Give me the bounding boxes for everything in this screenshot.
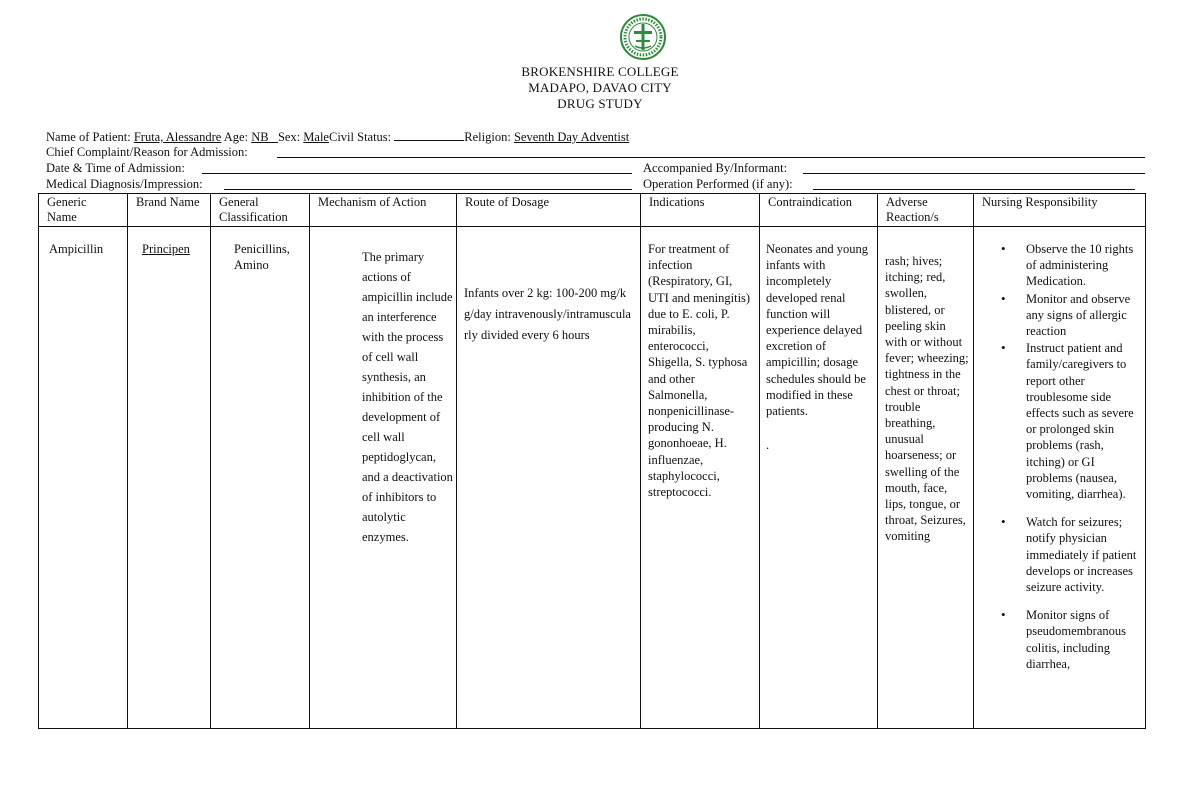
religion-label: Religion: [464, 130, 511, 144]
patient-religion[interactable]: Seventh Day Adventist [513, 130, 630, 144]
bullet-icon: • [1001, 290, 1006, 306]
route-text: Infants over 2 kg: 100-200 mg/kg/day intravenously/intramuscularly divided every 6 hours [464, 286, 631, 342]
patient-info-line [46, 129, 629, 145]
name-label: Name of Patient: [46, 130, 131, 144]
contraindication-text: Neonates and young infants with incompletely developed renal function will experience delayed excretion of ampicillin; dosage schedules should be modified in these patients. [766, 242, 869, 419]
table-header-row [39, 194, 1146, 227]
operation-label: Operation Performed (if any): [643, 177, 793, 191]
contraindication-dot: . [766, 438, 770, 453]
admission-date-label: Date & Time of Admission: [46, 161, 185, 175]
adverse-cell: rash; hives; itching; red, swollen, blistered, or peeling skin with or without fever; wheezing; tightness in the chest or throat; trouble breathing, unusual hoarseness; or swelling of the mouth, face, lips, tongue, or throat, Seizures, vomiting [878, 227, 974, 729]
patient-age[interactable]: NB [251, 130, 269, 144]
route-cell [457, 227, 641, 729]
classification-text: Penicillins, Amino [234, 242, 290, 273]
diagnosis-label: Medical Diagnosis/Impression: [46, 177, 203, 191]
accompanied-field[interactable] [803, 173, 1145, 174]
header-generic-name: Generic Name [39, 194, 128, 227]
diagnosis-field[interactable] [224, 189, 632, 190]
contraindication-cell [760, 227, 878, 729]
header-route: Route of Dosage [457, 194, 641, 227]
bullet-icon: • [1001, 514, 1006, 530]
civil-status-field[interactable] [394, 129, 464, 141]
header-mechanism: Mechanism of Action [310, 194, 457, 227]
list-item: • Monitor signs of pseudomembranous colitis, including diarrhea, [1001, 607, 1126, 671]
nursing-cell [974, 227, 1146, 729]
list-item: • Observe the 10 rights of administering Medication. [1001, 241, 1134, 289]
brand-name: Principen [142, 242, 190, 256]
school-location: MADAPO, DAVAO CITY [528, 80, 672, 95]
drug-study-table [38, 193, 1146, 729]
generic-name-cell: Ampicillin [39, 227, 128, 729]
school-name: BROKENSHIRE COLLEGE [521, 64, 679, 79]
header-nursing: Nursing Responsibility [974, 194, 1146, 227]
list-item: • Monitor and observe any signs of allergic reaction [1001, 290, 1131, 339]
patient-name[interactable]: Fruta, Alessandre [133, 130, 222, 144]
accompanied-label: Accompanied By/Informant: [643, 161, 788, 175]
header-brand-name: Brand Name [128, 194, 211, 227]
patient-sex[interactable]: Male [303, 130, 329, 144]
mechanism-cell [310, 227, 457, 729]
chief-complaint-field[interactable] [277, 157, 1145, 158]
bullet-icon: • [1001, 241, 1006, 256]
indications-cell: For treatment of infection (Respiratory, GI, UTI and meningitis) due to E. coli, P. mirabilis, enterococci, Shigella, S. typhosa and other Salmonella, nonpenicillinase-producing N. gononhoeae, H. influenzae, staphylococci, streptococci. [641, 227, 760, 729]
college-seal-logo [619, 13, 667, 61]
header-indications: Indications [641, 194, 760, 227]
header-classification: General Classification [211, 194, 310, 227]
header-adverse: Adverse Reaction/s [878, 194, 974, 227]
bullet-icon: • [1001, 340, 1006, 356]
mechanism-text: The primary actions of ampicillin include an interference with the process of cell wall synthesis, an inhibition of the development of cell wall peptidoglycan, and a deactivation of inhibitors to autolytic enzymes. [362, 250, 453, 544]
list-item: • Instruct patient and family/caregivers to report other troublesome side effects such as severe or prolonged skin problems (rash, itching) or GI problems (nausea, vomiting, diarrhea). [1001, 340, 1134, 502]
brand-name-cell [128, 227, 211, 729]
list-item: • Watch for seizures; notify physician immediately if patient develops or increases seizure activity. [1001, 514, 1137, 595]
admission-date-field[interactable] [202, 173, 632, 174]
civil-status-label: Civil Status: [328, 130, 392, 144]
age-label: Age: [223, 130, 249, 144]
bullet-icon: • [1001, 607, 1006, 623]
operation-field[interactable] [813, 189, 1135, 190]
classification-cell [211, 227, 310, 729]
header-contraindication: Contraindication [760, 194, 878, 227]
table-row [39, 227, 1146, 729]
sex-label: Sex: [277, 130, 301, 144]
document-title: DRUG STUDY [557, 96, 643, 111]
nursing-list [974, 241, 1141, 672]
chief-complaint-label: Chief Complaint/Reason for Admission: [46, 145, 248, 159]
